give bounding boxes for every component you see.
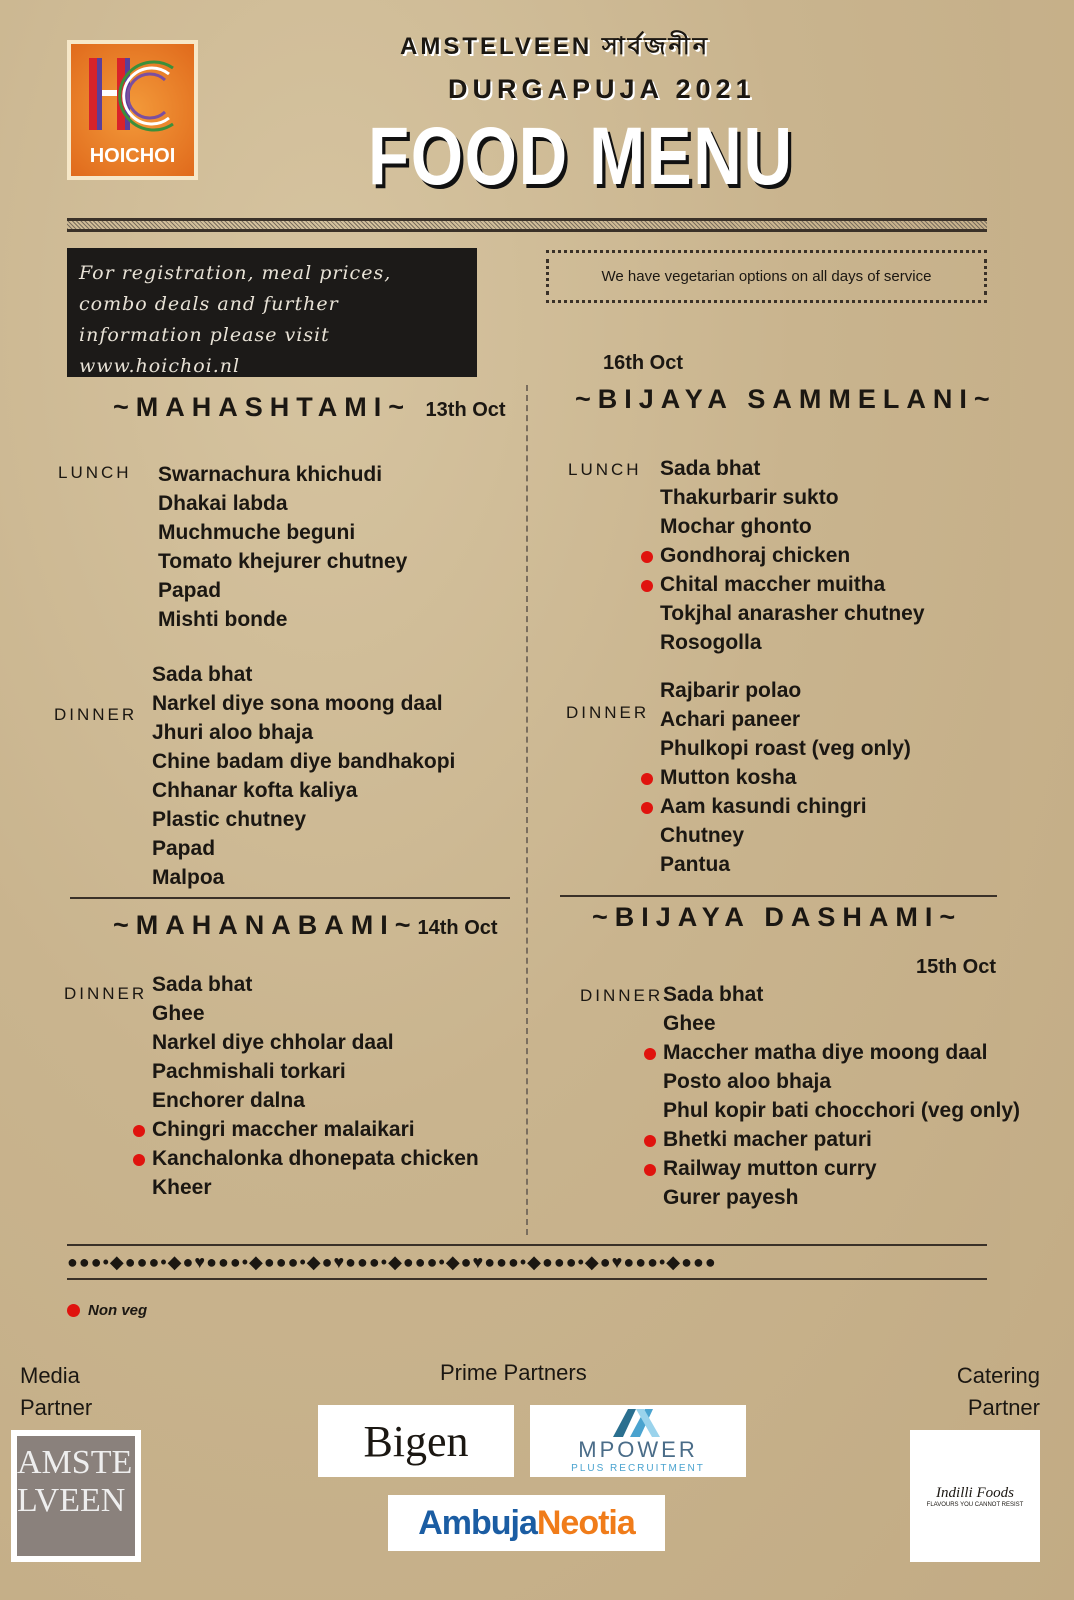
menu-item-name: Ghee <box>663 1012 716 1035</box>
indilli-text: Indilli Foods <box>936 1484 1014 1501</box>
nonveg-dot-icon <box>644 1164 656 1176</box>
indilli-sub: FLAVOURS YOU CANNOT RESIST <box>926 1501 1024 1508</box>
menu-item <box>663 1183 1020 1212</box>
menu-item-name: Plastic chutney <box>152 808 307 831</box>
menu-item-name: Pachmishali torkari <box>152 1060 346 1083</box>
menu-item <box>152 1173 479 1202</box>
legend-text: Non veg <box>88 1302 148 1319</box>
menu-item <box>663 1125 1020 1154</box>
header-line2: DURGAPUJA 2021 <box>448 74 756 104</box>
menu-item-name: Narkel diye chholar daal <box>152 1031 394 1054</box>
menu-item-name: Phulkopi roast (veg only) <box>660 737 911 760</box>
menu-item-name: Enchorer dalna <box>152 1089 305 1112</box>
menu-item <box>152 776 455 805</box>
menu-item-name: Gurer payesh <box>663 1186 799 1209</box>
menu-item <box>152 1057 479 1086</box>
mahanabami-heading <box>113 910 498 941</box>
menu-item <box>152 689 455 718</box>
menu-item <box>158 489 407 518</box>
dinner-label: DINNER <box>54 705 138 724</box>
menu-item <box>158 547 407 576</box>
menu-item-name: Sada bhat <box>152 973 253 996</box>
logo-text: HOICHOI <box>89 145 176 167</box>
bijaya-dashami-date: 15th Oct <box>916 956 997 978</box>
menu-item <box>152 1028 479 1057</box>
menu-item-name: Swarnachura khichudi <box>158 463 383 486</box>
media-partner-label: Media Partner <box>20 1363 93 1420</box>
page-title: FOOD MENU <box>368 111 794 202</box>
nonveg-dot-icon <box>133 1125 145 1137</box>
menu-item <box>660 628 925 657</box>
menu-item <box>152 834 455 863</box>
bigen-text: Bigen <box>363 1416 469 1466</box>
ornamental-divider: ●●●•◆●●●•◆●♥●●●•◆●●●•◆●♥●●●•◆●●●•◆●♥●●●•◆●●●•◆●♥●●●•◆●●● <box>67 1244 987 1280</box>
nonveg-dot-icon <box>133 1154 145 1166</box>
menu-item-name: Chital maccher muitha <box>660 573 886 596</box>
section-divider <box>560 895 997 897</box>
menu-item <box>152 747 455 776</box>
menu-item <box>152 1144 479 1173</box>
menu-item-name: Tokjhal anarasher chutney <box>660 602 925 625</box>
menu-item <box>660 541 925 570</box>
section-divider <box>70 897 510 899</box>
menu-item-name: Rosogolla <box>660 631 762 654</box>
header-line1: AMSTELVEEN সার্বজনীন <box>400 33 711 60</box>
menu-item <box>660 763 911 792</box>
menu-item-name: Phul kopir bati chocchori (veg only) <box>663 1099 1021 1122</box>
menu-item-name: Railway mutton curry <box>663 1157 877 1180</box>
bijaya-dashami-title: ~BIJAYA DASHAMI~ <box>592 902 963 932</box>
menu-item-name: Aam kasundi chingri <box>660 795 867 818</box>
menu-item-name: Papad <box>158 579 222 602</box>
mahanabami-date: 14th Oct <box>417 917 498 939</box>
menu-item-name: Sada bhat <box>660 457 761 480</box>
menu-item-name: Maccher matha diye moong daal <box>663 1041 988 1064</box>
menu-item <box>663 980 1020 1009</box>
menu-item <box>663 1067 1020 1096</box>
hc-logo-icon <box>85 58 175 138</box>
mpower-text: MPOWER <box>578 1436 698 1462</box>
menu-item <box>660 676 911 705</box>
menu-item <box>158 460 407 489</box>
prime-partners-label: Prime Partners <box>440 1360 587 1385</box>
mahashtami-heading <box>113 392 506 423</box>
bigen-logo[interactable] <box>318 1405 514 1477</box>
menu-item-name: Chine badam diye bandhakopi <box>152 750 456 773</box>
mahanabami-dinner-list <box>152 970 479 1202</box>
nonveg-dot-icon <box>641 802 653 814</box>
menu-item <box>152 863 455 892</box>
menu-item <box>663 1038 1020 1067</box>
menu-item <box>660 512 925 541</box>
menu-item <box>663 1009 1020 1038</box>
menu-item-name: Jhuri aloo bhaja <box>152 721 314 744</box>
lunch-label: LUNCH <box>568 460 642 479</box>
menu-item <box>158 518 407 547</box>
indilli-foods-logo[interactable] <box>910 1430 1040 1562</box>
menu-item-name: Tomato khejurer chutney <box>158 550 408 573</box>
menu-item-name: Gondhoraj chicken <box>660 544 851 567</box>
nonveg-dot-icon <box>644 1048 656 1060</box>
veg-note <box>546 250 987 303</box>
menu-item-name: Posto aloo bhaja <box>663 1070 832 1093</box>
bijaya-sammelani-title: ~BIJAYA SAMMELANI~ <box>575 384 997 414</box>
ambuja-neotia-logo[interactable] <box>388 1495 665 1551</box>
mahashtami-title: ~MAHASHTAMI~ <box>113 392 412 422</box>
menu-item <box>660 821 911 850</box>
menu-item <box>152 999 479 1028</box>
mahashtami-lunch-list <box>158 460 407 634</box>
menu-item <box>663 1096 1020 1125</box>
mahashtami-date: 13th Oct <box>425 399 506 421</box>
info-box: For registration, meal prices, combo deals and further information please visit www.hoichoi.nl <box>67 248 477 377</box>
menu-item <box>660 570 925 599</box>
nonveg-dot-icon <box>641 580 653 592</box>
bijaya-dashami-dinner-list <box>663 980 1020 1212</box>
header-divider <box>67 218 987 232</box>
menu-item <box>660 454 925 483</box>
lunch-label: LUNCH <box>58 463 132 482</box>
mpower-logo[interactable] <box>530 1405 746 1477</box>
menu-item-name: Dhakai labda <box>158 492 288 515</box>
nonveg-dot-icon <box>67 1304 80 1317</box>
menu-item <box>152 1086 479 1115</box>
menu-item <box>660 792 911 821</box>
menu-item <box>152 660 455 689</box>
mahanabami-title: ~MAHANABAMI~ <box>113 910 418 940</box>
menu-item <box>660 705 911 734</box>
menu-item <box>663 1154 1020 1183</box>
menu-item <box>158 576 407 605</box>
menu-item-name: Malpoa <box>152 866 225 889</box>
bijaya-sammelani-date: 16th Oct <box>603 352 684 374</box>
amstelveen-logo[interactable] <box>11 1430 141 1562</box>
dinner-label: DINNER <box>566 703 650 722</box>
menu-item-name: Sada bhat <box>663 983 764 1006</box>
ambuja-text: Ambuja <box>418 1503 537 1542</box>
mahashtami-dinner-list <box>152 660 455 892</box>
menu-item-name: Muchmuche beguni <box>158 521 356 544</box>
menu-item <box>660 599 925 628</box>
catering-partner-label: Catering Partner <box>956 1363 1040 1420</box>
menu-item <box>152 805 455 834</box>
menu-item-name: Pantua <box>660 853 731 876</box>
menu-item-name: Chutney <box>660 824 744 847</box>
neotia-text: Neotia <box>536 1503 635 1542</box>
mpower-mountain-icon <box>608 1409 668 1437</box>
nonveg-dot-icon <box>641 773 653 785</box>
nonveg-dot-icon <box>644 1135 656 1147</box>
bijaya-sammelani-dinner-list <box>660 676 911 879</box>
menu-item-name: Kanchalonka dhonepata chicken <box>152 1147 479 1170</box>
menu-item-name: Sada bhat <box>152 663 253 686</box>
legend <box>67 1302 147 1319</box>
menu-item <box>660 483 925 512</box>
menu-item-name: Chingri maccher malaikari <box>152 1118 415 1141</box>
dinner-label: DINNER <box>580 986 664 1005</box>
mpower-sub: PLUS RECRUITMENT <box>571 1462 705 1474</box>
menu-item-name: Chhanar kofta kaliya <box>152 779 358 802</box>
nonveg-dot-icon <box>641 551 653 563</box>
menu-item <box>152 970 479 999</box>
hoichoi-logo <box>67 40 198 180</box>
menu-item-name: Thakurbarir sukto <box>660 486 839 509</box>
menu-item-name: Rajbarir polao <box>660 679 802 702</box>
veg-note-text: We have vegetarian options on all days of service <box>601 268 932 285</box>
menu-item-name: Bhetki macher paturi <box>663 1128 872 1151</box>
menu-item-name: Mishti bonde <box>158 608 288 631</box>
menu-item <box>660 734 911 763</box>
menu-item-name: Mutton kosha <box>660 766 797 789</box>
menu-item-name: Ghee <box>152 1002 205 1025</box>
dinner-label: DINNER <box>64 984 148 1003</box>
menu-item-name: Achari paneer <box>660 708 801 731</box>
amstelveen-logo-text: AMSTELVEEN <box>17 1436 135 1556</box>
bijaya-sammelani-lunch-list <box>660 454 925 657</box>
menu-item <box>152 1115 479 1144</box>
menu-item <box>152 718 455 747</box>
menu-item-name: Papad <box>152 837 216 860</box>
menu-item-name: Narkel diye sona moong daal <box>152 692 443 715</box>
menu-item <box>158 605 407 634</box>
menu-item-name: Mochar ghonto <box>660 515 812 538</box>
menu-item <box>660 850 911 879</box>
menu-item-name: Kheer <box>152 1176 212 1199</box>
column-divider <box>526 385 528 1235</box>
